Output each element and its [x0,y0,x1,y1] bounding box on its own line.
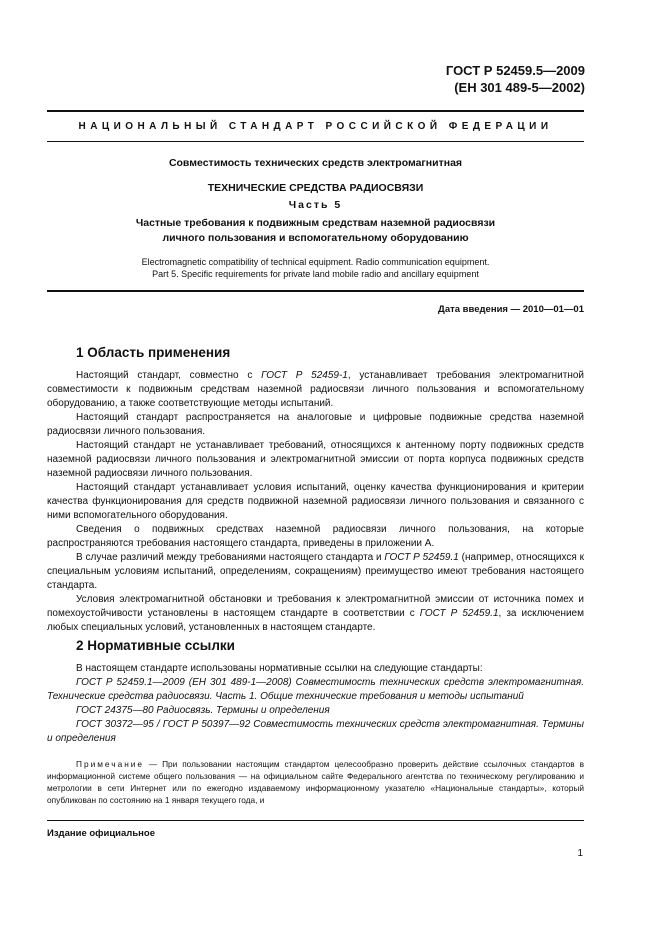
page-number: 1 [577,848,583,859]
title-rule [47,290,584,292]
designation-gost: ГОСТ Р 52459.5—2009 [445,63,585,78]
section-2-heading: 2 Нормативные ссылки [76,638,235,653]
paragraph: Настоящий стандарт устанавливает условия испытаний, оценку качества функционирования и критерии качества функционирования для средств подвижной наземной радиосвязи личного пользования и связанного с ними вспомогательного оборудования. [47,482,584,521]
normative-reference: ГОСТ Р 52459.1—2009 (ЕН 301 489-1—2008) Совместимость технических средств электромагнитная. Технические средства радиосвязи. Часть 1. Общие технические требования и методы испытаний [47,677,584,702]
document-designation [446,62,585,96]
reference: ГОСТ Р 52459.1 [419,608,499,619]
footer-rule [47,820,584,821]
reference: ГОСТ Р 52459-1 [261,370,348,381]
title-line-1: Совместимость технических средств электромагнитная [168,157,463,169]
title-line-4: личного пользования и вспомогательному оборудованию [162,232,469,244]
top-rule [47,110,584,112]
paragraph: Настоящий стандарт распространяется на аналоговые и цифровые подвижные средства наземной радиосвязи личного пользования. [47,412,584,437]
paragraph: Настоящий стандарт не устанавливает требований, относящихся к антенному порту подвижных средств наземной радиосвязи личного пользования и электромагнитной эмиссии от порта корпуса подвижных средств наземной радиосвязи личного пользования. [47,440,584,479]
title-en [47,256,584,280]
paragraph: Сведения о подвижных средствах наземной радиосвязи личного пользования, на которые распространяются требования настоящего стандарта, приведены в приложении А. [47,524,584,549]
national-standard-banner: НАЦИОНАЛЬНЫЙ СТАНДАРТ РОССИЙСКОЙ ФЕДЕРАЦИИ [78,121,553,132]
edition-label: Издание официальное [47,828,155,839]
section-1-heading: 1 Область применения [76,345,231,360]
note [47,758,584,806]
title-line-2: ТЕХНИЧЕСКИЕ СРЕДСТВА РАДИОСВЯЗИ [207,182,424,194]
note-text: — При пользовании настоящим стандартом целесообразно проверить действие ссылочных стандартов в информационной системе общего пользования — на официальном сайте Федерального агентства по техническому регулированию и метрологии в сети Интернет или по ежегодно издаваемому информационному указателю «Национальные стандарты», который опубликован по состоянию на 1 января текущего года, и [47,759,584,805]
title-line-3: Частные требования к подвижным средствам наземной радиосвязи [135,217,496,229]
paragraph: В случае различий между требованиями настоящего стандарта и ГОСТ Р 52459.1 (например, относящихся к специальным условиям испытаний, определениям, сокращениям) преимущество имеют требования настоящего стандарта. [47,552,584,591]
paragraph: Настоящий стандарт, совместно с ГОСТ Р 52459-1, устанавливает требования электромагнитной совместимости к подвижным средствам наземной радиосвязи личного пользования и вспомогательному оборудованию, а также соответствующие методы испытаний. [47,370,584,409]
normative-reference: ГОСТ 30372—95 / ГОСТ Р 50397—92 Совместимость технических средств электромагнитная. Термины и определения [47,719,584,744]
section-2-body [47,662,584,746]
title-en-line-2: Part 5. Specific requirements for private land mobile radio and ancillary equipment [152,269,479,279]
banner-rule [47,141,584,142]
paragraph: В настоящем стандарте использованы нормативные ссылки на следующие стандарты: [76,663,483,674]
reference: ГОСТ Р 52459.1 [384,552,459,563]
normative-reference: ГОСТ 24375—80 Радиосвязь. Термины и определения [76,705,330,716]
section-1-body [47,369,584,635]
title-en-line-1: Electromagnetic compatibility of technical equipment. Radio communication equipment. [141,257,490,267]
introduction-date: Дата введения — 2010—01—01 [438,304,584,315]
note-label: Примечание [76,759,145,769]
paragraph: Условия электромагнитной обстановки и требования к электромагнитной эмиссии от источника помех и помехоустойчивости установлены в настоящем стандарте в соответствии с ГОСТ Р 52459.1, за исключением любых специальных условий, установленных в настоящем стандарте. [47,594,584,633]
title-part: Часть 5 [288,199,343,211]
designation-en: (ЕН 301 489-5—2002) [454,80,585,95]
